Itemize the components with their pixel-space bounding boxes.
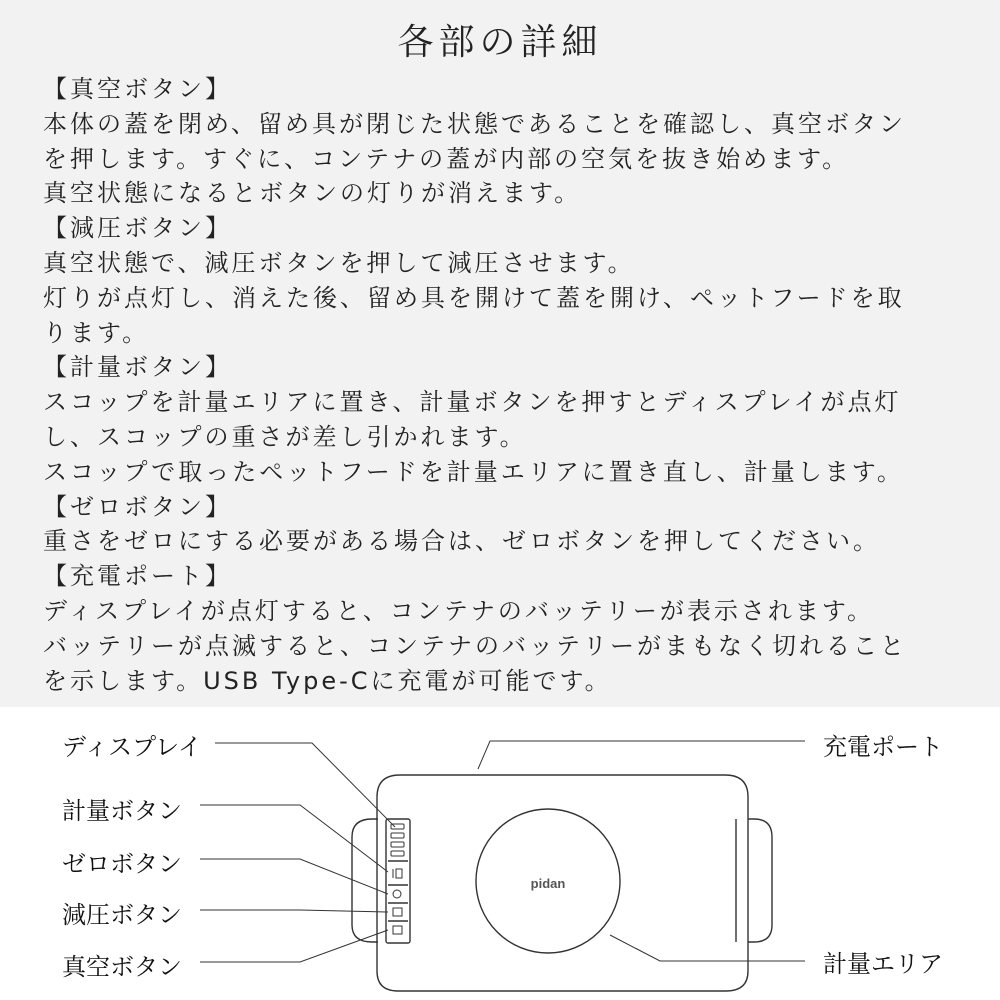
product-diagram xyxy=(0,707,1000,1000)
section-heading-charging: 【充電ポート】 xyxy=(43,562,232,591)
callout-weigh-button: 計量ボタン xyxy=(62,797,182,825)
display-icon xyxy=(391,824,404,856)
callout-lines xyxy=(200,741,805,962)
callout-zero-button: ゼロボタン xyxy=(62,850,182,878)
zero-button-icon xyxy=(393,890,401,898)
callout-release-button: 減圧ボタン xyxy=(62,901,182,929)
callout-vacuum-button: 真空ボタン xyxy=(62,953,182,981)
section-line: 灯りが点灯し、消えた後、留め具を開けて蓋を開け、ペットフードを取 xyxy=(43,283,905,312)
right-clip xyxy=(748,819,772,942)
callout-weighing-area: 計量エリア xyxy=(823,950,943,978)
section-line: スコップで取ったペットフードを計量エリアに置き直し、計量します。 xyxy=(43,457,904,486)
section-line: ディスプレイが点灯すると、コンテナのバッテリーが表示されます。 xyxy=(43,596,874,625)
section-heading-vacuum: 【真空ボタン】 xyxy=(43,75,232,103)
section-heading-weigh: 【計量ボタン】 xyxy=(43,353,232,382)
release-button-icon xyxy=(393,908,402,916)
section-heading-release: 【減圧ボタン】 xyxy=(43,214,232,243)
weigh-button-icon xyxy=(393,869,402,878)
section-line: 真空状態になるとボタンの灯りが消えます。 xyxy=(43,179,582,208)
section-heading-zero: 【ゼロボタン】 xyxy=(43,492,232,521)
page-title: 各部の詳細 xyxy=(397,22,603,63)
section-line: ります。 xyxy=(43,318,150,347)
section-line: 重さをゼロにする必要がある場合は、ゼロボタンを押してください。 xyxy=(43,527,880,556)
section-line: し、スコップの重さが差し引かれます。 xyxy=(43,422,527,451)
callout-charging-port: 充電ポート xyxy=(823,733,943,761)
section-line: スコップを計量エリアに置き、計量ボタンを押すとディスプレイが点灯 xyxy=(43,388,902,417)
section-line: 真空状態で、減圧ボタンを押して減圧させます。 xyxy=(43,248,635,277)
section-line: 本体の蓋を閉め、留め具が閉じた状態であることを確認し、真空ボタン xyxy=(43,109,907,138)
vacuum-button-icon xyxy=(393,926,402,934)
section-line: バッテリーが点滅すると、コンテナのバッテリーがまもなく切れること xyxy=(43,631,907,660)
callout-display: ディスプレイ xyxy=(62,733,202,761)
logo-text: pidan xyxy=(530,876,566,891)
left-clip xyxy=(352,819,378,942)
section-line: を押します。すぐに、コンテナの蓋が内部の空気を抜き始めます。 xyxy=(43,144,850,173)
section-line: を示します。USB Type-Cに充電が可能です。 xyxy=(43,666,612,695)
description-text xyxy=(43,72,983,698)
